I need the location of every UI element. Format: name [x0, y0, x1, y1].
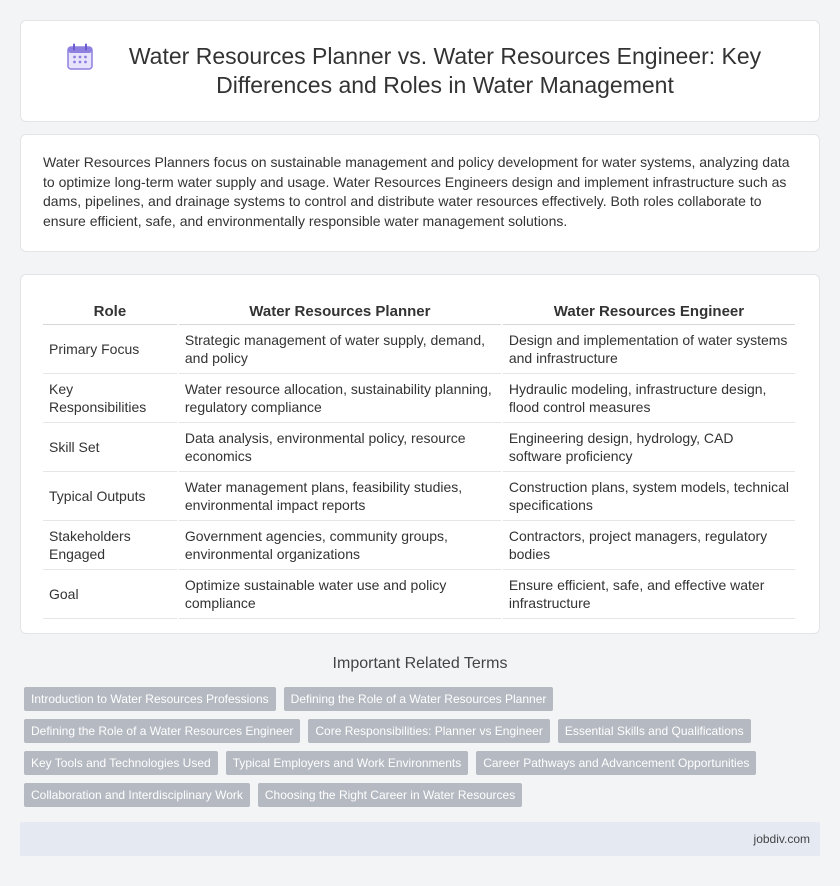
- planner-cell: Water resource allocation, sustainability planning, regulatory compliance: [179, 374, 501, 423]
- table-header-row: [43, 295, 795, 325]
- header-role: Role: [43, 295, 177, 325]
- title-card: [20, 20, 820, 122]
- table-row: [43, 374, 795, 423]
- tag-row: [24, 783, 824, 807]
- tag-row: [24, 719, 824, 743]
- table-row: [43, 325, 795, 374]
- intro-card: [20, 134, 820, 252]
- table-row: [43, 570, 795, 619]
- related-terms-list: [24, 687, 824, 815]
- related-term-tag[interactable]: Essential Skills and Qualifications: [558, 719, 751, 743]
- related-term-tag[interactable]: Introduction to Water Resources Professions: [24, 687, 276, 711]
- planner-cell: Government agencies, community groups, environmental organizations: [179, 521, 501, 570]
- tag-row: [24, 751, 824, 775]
- intro-paragraph: Water Resources Planners focus on sustainable management and policy development for water systems, analyzing data to optimize long-term water supply and usage. Water Resources Engineers design and implement infrastructure such as dams, pipelines, and drainage systems to control and distribute water resources effectively. Both roles collaborate to ensure efficient, safe, and environmentally responsible water management solutions.: [43, 154, 790, 229]
- page-title: Water Resources Planner vs. Water Resources Engineer: Key Differences and Roles in Water Management: [128, 43, 762, 98]
- row-label: Primary Focus: [43, 325, 177, 374]
- row-label: Stakeholders Engaged: [43, 521, 177, 570]
- related-term-tag[interactable]: Defining the Role of a Water Resources Engineer: [24, 719, 300, 743]
- footer: [20, 822, 820, 856]
- calendar-icon: [65, 42, 95, 72]
- related-term-tag[interactable]: Collaboration and Interdisciplinary Work: [24, 783, 250, 807]
- comparison-table: [41, 295, 797, 619]
- related-term-tag[interactable]: Typical Employers and Work Environments: [226, 751, 469, 775]
- row-label: Goal: [43, 570, 177, 619]
- footer-site-link[interactable]: jobdiv.com: [753, 832, 810, 846]
- comparison-card: [20, 274, 820, 634]
- related-term-tag[interactable]: Career Pathways and Advancement Opportunities: [476, 751, 756, 775]
- related-term-tag[interactable]: Choosing the Right Career in Water Resources: [258, 783, 522, 807]
- table-row: [43, 423, 795, 472]
- row-label: Skill Set: [43, 423, 177, 472]
- engineer-cell: Construction plans, system models, technical specifications: [503, 472, 795, 521]
- row-label: Typical Outputs: [43, 472, 177, 521]
- engineer-cell: Hydraulic modeling, infrastructure design, flood control measures: [503, 374, 795, 423]
- row-label: Key Responsibilities: [43, 374, 177, 423]
- related-terms-title: Important Related Terms: [332, 655, 508, 672]
- planner-cell: Water management plans, feasibility studies, environmental impact reports: [179, 472, 501, 521]
- related-term-tag[interactable]: Core Responsibilities: Planner vs Engineer: [308, 719, 549, 743]
- planner-cell: Optimize sustainable water use and policy compliance: [179, 570, 501, 619]
- planner-cell: Data analysis, environmental policy, resource economics: [179, 423, 501, 472]
- tag-row: [24, 687, 824, 711]
- header-engineer: Water Resources Engineer: [503, 295, 795, 325]
- table-row: [43, 472, 795, 521]
- table-row: [43, 521, 795, 570]
- related-term-tag[interactable]: Key Tools and Technologies Used: [24, 751, 218, 775]
- engineer-cell: Engineering design, hydrology, CAD software proficiency: [503, 423, 795, 472]
- engineer-cell: Ensure efficient, safe, and effective water infrastructure: [503, 570, 795, 619]
- related-term-tag[interactable]: Defining the Role of a Water Resources Planner: [284, 687, 554, 711]
- planner-cell: Strategic management of water supply, demand, and policy: [179, 325, 501, 374]
- header-planner: Water Resources Planner: [179, 295, 501, 325]
- engineer-cell: Design and implementation of water systems and infrastructure: [503, 325, 795, 374]
- engineer-cell: Contractors, project managers, regulatory bodies: [503, 521, 795, 570]
